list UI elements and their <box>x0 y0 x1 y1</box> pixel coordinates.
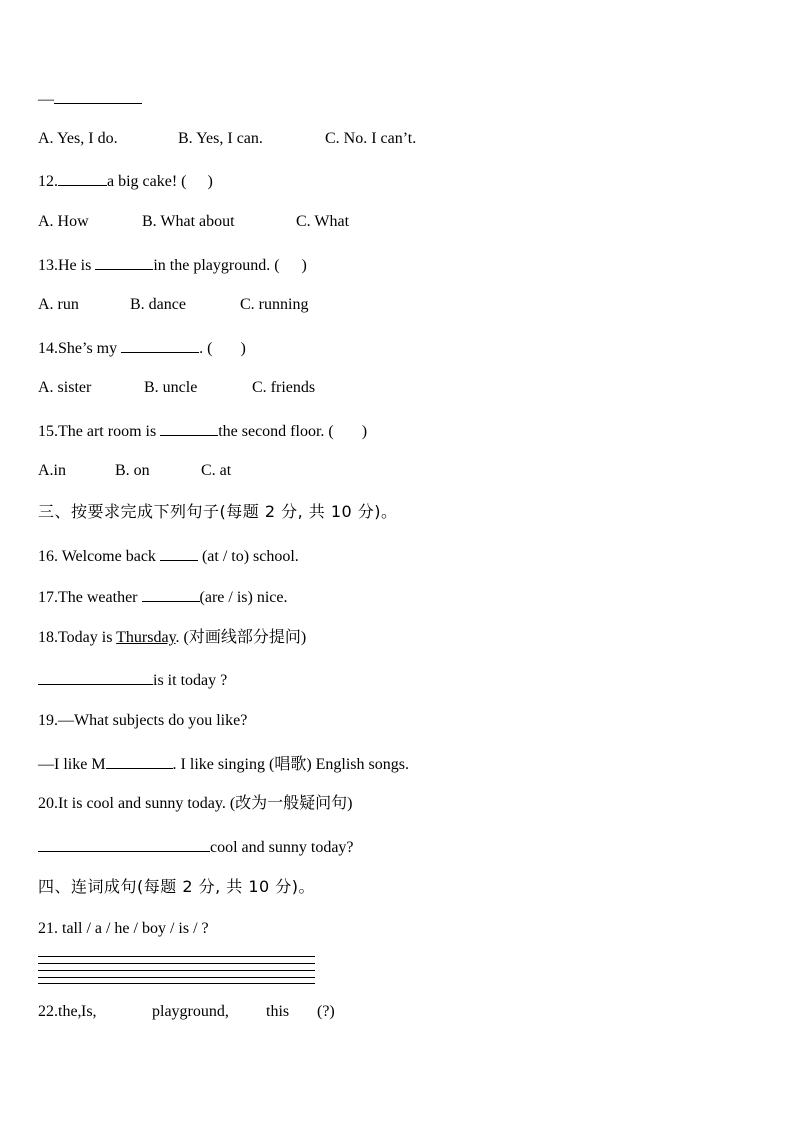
question-text-before: 16. Welcome back <box>38 548 160 565</box>
word: Is, <box>81 1003 97 1020</box>
question-text-after: . (对画线部分提问) <box>175 629 307 646</box>
question-text-before: 18.Today is <box>38 629 117 646</box>
question-text-after: (at / to) school. <box>197 548 299 565</box>
answer-blank[interactable] <box>95 254 153 270</box>
q14-question <box>38 337 246 359</box>
q18-answer-line <box>38 669 227 691</box>
option-c[interactable]: C. No. I can’t. <box>325 130 417 147</box>
question-text-after: (are / is) nice. <box>199 589 288 606</box>
q15-options <box>38 461 231 481</box>
q19-question: 19.—What subjects do you like? <box>38 712 248 729</box>
bracket-close: ) <box>207 173 213 190</box>
q14-options <box>38 378 315 398</box>
answer-blank[interactable] <box>58 170 107 186</box>
q20-question: 20.It is cool and sunny today. (改为一般疑问句) <box>38 795 353 812</box>
bracket-close: ) <box>301 257 307 274</box>
q22-question <box>38 1002 335 1022</box>
answer-blank[interactable] <box>38 669 153 685</box>
q16-question <box>38 545 299 567</box>
option-a[interactable]: A. run <box>38 296 79 313</box>
writing-line[interactable] <box>38 963 315 964</box>
answer-text: cool and sunny today? <box>210 839 354 856</box>
option-b[interactable]: B. dance <box>130 296 186 313</box>
dash: — <box>38 91 54 108</box>
question-text-after: the second floor. ( <box>218 423 334 440</box>
q18-question <box>38 628 306 648</box>
q11-options <box>38 129 416 149</box>
question-text: a big cake! ( <box>107 173 187 190</box>
question-text-before: 17.The weather <box>38 589 142 606</box>
question-number: 15. <box>38 423 58 440</box>
q13-question <box>38 254 307 276</box>
answer-blank[interactable] <box>38 836 210 852</box>
q12-question <box>38 170 213 192</box>
option-a[interactable]: A.in <box>38 462 66 479</box>
word: playground, <box>152 1003 229 1020</box>
word: (?) <box>317 1003 335 1020</box>
option-c[interactable]: C. running <box>240 296 309 313</box>
option-a[interactable]: A. sister <box>38 379 92 396</box>
answer-text-after: . I like singing (唱歌) English songs. <box>172 756 409 773</box>
section-4-heading: 四、连词成句(每题 2 分, 共 10 分)。 <box>38 877 316 896</box>
word: this <box>266 1003 290 1020</box>
q11-answer-line <box>38 88 142 110</box>
option-b[interactable]: B. Yes, I can. <box>178 130 263 147</box>
answer-blank[interactable] <box>121 337 199 353</box>
q17-question <box>38 586 287 608</box>
option-b[interactable]: B. uncle <box>144 379 198 396</box>
option-a[interactable]: A. How <box>38 213 89 230</box>
writing-line[interactable] <box>38 983 315 984</box>
answer-text: is it today ? <box>153 672 228 689</box>
q21-question: 21. tall / a / he / boy / is / ? <box>38 920 209 937</box>
q13-options <box>38 295 308 315</box>
q20-answer-line <box>38 836 354 858</box>
word: 22.the, <box>38 1003 82 1020</box>
answer-blank[interactable] <box>54 88 142 104</box>
writing-line[interactable] <box>38 977 315 978</box>
writing-line[interactable] <box>38 970 315 971</box>
q19-answer-line <box>38 753 409 775</box>
question-text-before: The art room is <box>58 423 161 440</box>
answer-blank[interactable] <box>160 545 198 561</box>
underlined-word: Thursday <box>116 629 176 646</box>
q15-question <box>38 420 367 442</box>
question-text-after: . ( <box>199 340 213 357</box>
option-c[interactable]: C. What <box>296 213 350 230</box>
option-c[interactable]: C. friends <box>252 379 316 396</box>
question-number: 12. <box>38 173 58 190</box>
option-b[interactable]: B. What about <box>142 213 235 230</box>
question-text-before: She’s my <box>58 340 122 357</box>
option-c[interactable]: C. at <box>201 462 232 479</box>
question-number: 14. <box>38 340 58 357</box>
section-3-heading: 三、按要求完成下列句子(每题 2 分, 共 10 分)。 <box>38 502 398 521</box>
question-text-after: in the playground. ( <box>153 257 280 274</box>
bracket-close: ) <box>361 423 368 440</box>
question-number: 13. <box>38 257 58 274</box>
answer-text-before: —I like M <box>38 756 106 773</box>
answer-blank[interactable] <box>160 420 218 436</box>
option-a[interactable]: A. Yes, I do. <box>38 130 118 147</box>
q12-options <box>38 212 349 232</box>
answer-blank[interactable] <box>142 586 200 602</box>
option-b[interactable]: B. on <box>115 462 150 479</box>
bracket-close: ) <box>240 340 246 357</box>
answer-blank[interactable] <box>106 753 173 769</box>
writing-line[interactable] <box>38 956 315 957</box>
question-text-before: He is <box>58 257 96 274</box>
